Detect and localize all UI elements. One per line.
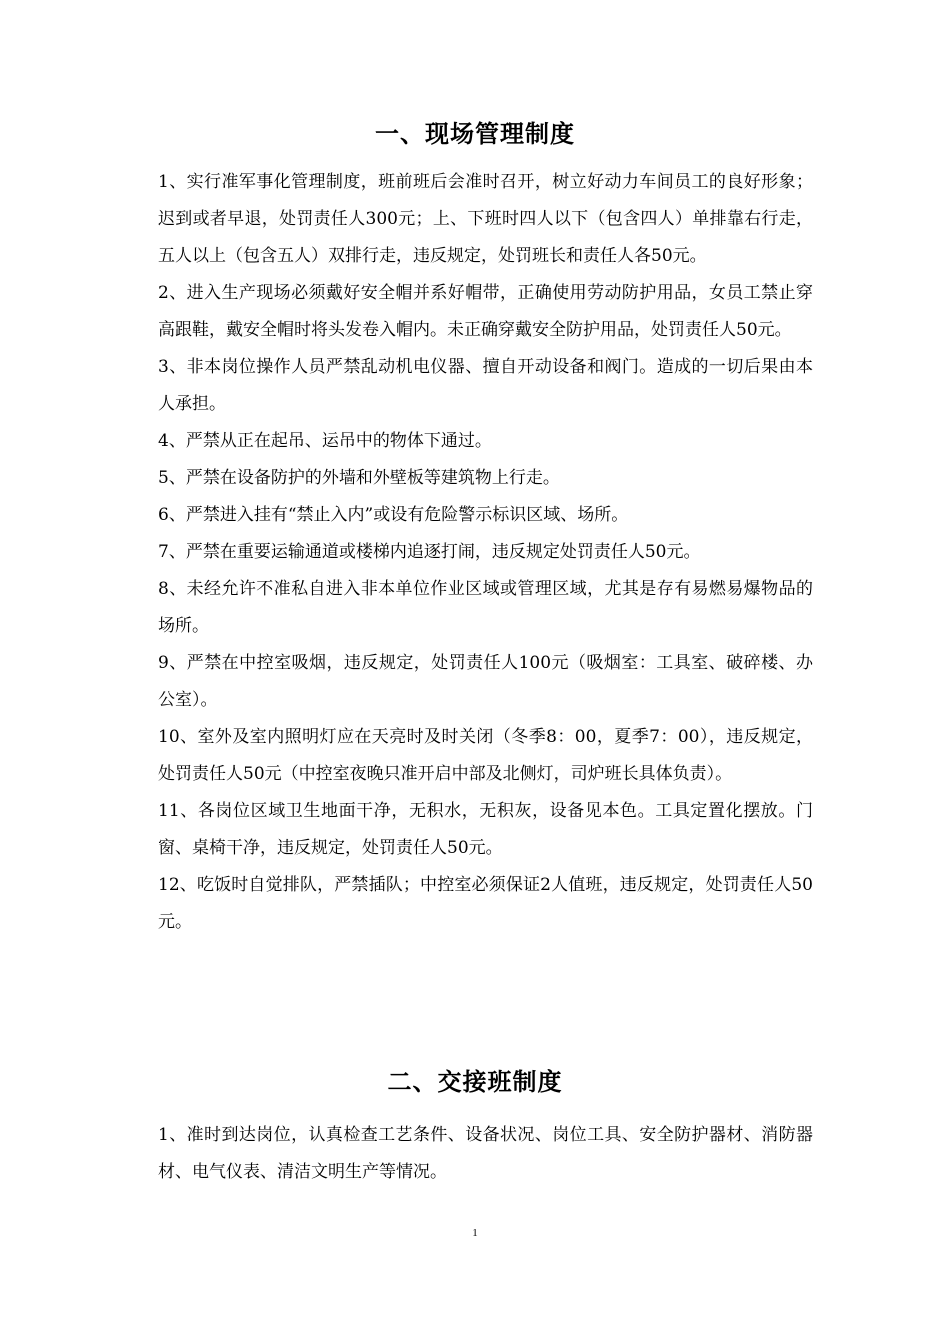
rule-item-10: 10、室外及室内照明灯应在天亮时及时关闭（冬季8：00，夏季7：00），违反规定，处罚责任人50元（中控室夜晚只准开启中部及北侧灯，司炉班长具体负责）。 [158, 727, 813, 784]
rule-item-1: 1、实行准军事化管理制度，班前班后会准时召开，树立好动力车间员工的良好形象；迟到或者早退，处罚责任人300元；上、下班时四人以下（包含四人）单排靠右行走，五人以上（包含五人）双排行走，违反规定，处罚班长和责任人各50元。 [158, 172, 813, 266]
rule-item-12: 12、吃饭时自觉排队，严禁插队；中控室必须保证2人值班，违反规定，处罚责任人50元。 [158, 875, 813, 932]
section-1-body [158, 164, 813, 941]
rule-item-4: 4、严禁从正在起吊、运吊中的物体下通过。 [158, 431, 492, 451]
handover-item-1: 1、准时到达岗位，认真检查工艺条件、设备状况、岗位工具、安全防护器材、消防器材、电气仪表、清洁文明生产等情况。 [158, 1125, 813, 1182]
rule-item-3: 3、非本岗位操作人员严禁乱动机电仪器、擅自开动设备和阀门。造成的一切后果由本人承担。 [158, 357, 813, 414]
section-1-heading: 一、现场管理制度 [375, 120, 575, 148]
rule-item-11: 11、各岗位区域卫生地面干净，无积水，无积灰，设备见本色。工具定置化摆放。门窗、桌椅干净，违反规定，处罚责任人50元。 [158, 801, 813, 858]
page-number: 1 [472, 1227, 478, 1239]
rule-item-2: 2、进入生产现场必须戴好安全帽并系好帽带，正确使用劳动防护用品，女员工禁止穿高跟鞋，戴安全帽时将头发卷入帽内。未正确穿戴安全防护用品，处罚责任人50元。 [158, 283, 813, 340]
rule-item-5: 5、严禁在设备防护的外墙和外壁板等建筑物上行走。 [158, 468, 560, 488]
rule-item-8: 8、未经允许不准私自进入非本单位作业区域或管理区域，尤其是存有易燃易爆物品的场所。 [158, 579, 813, 636]
section-2-heading: 二、交接班制度 [387, 1068, 563, 1096]
section-2-body [158, 1117, 813, 1191]
rule-item-9: 9、严禁在中控室吸烟，违反规定，处罚责任人100元（吸烟室：工具室、破碎楼、办公室）。 [158, 653, 813, 710]
rule-item-6: 6、严禁进入挂有“禁止入内”或设有危险警示标识区域、场所。 [158, 505, 629, 525]
rule-item-7: 7、严禁在重要运输通道或楼梯内追逐打闹，违反规定处罚责任人50元。 [158, 542, 701, 562]
